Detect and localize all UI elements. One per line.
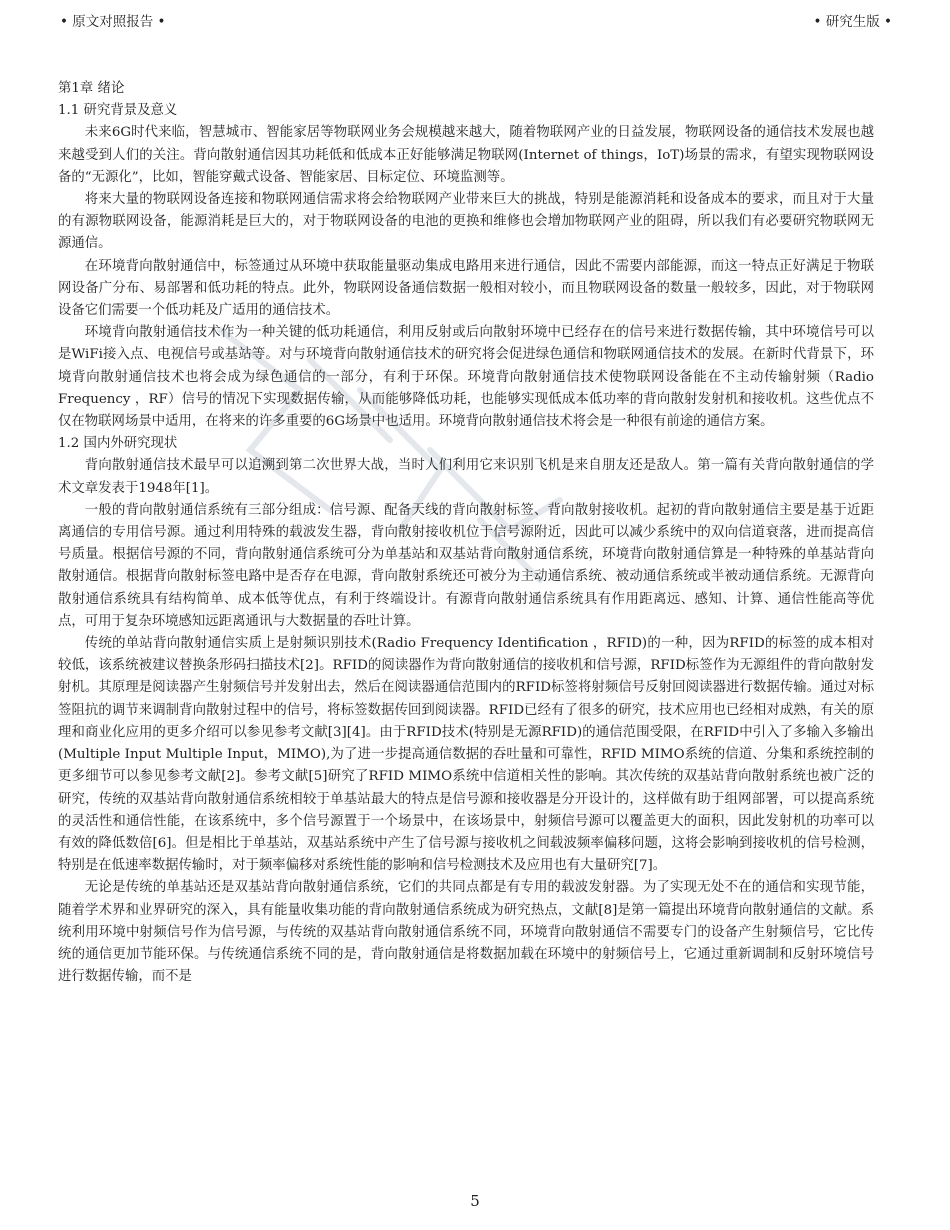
edition-label: • 研究生版 • xyxy=(813,14,892,30)
paragraph-5: 背向散射通信技术最早可以追溯到第二次世界大战，当时人们利用它来识别飞机是来自朋友还是敌人。第一篇有关背向散射通信的学术文章发表于1948年[1]。 xyxy=(58,458,874,496)
paragraph-6: 一般的背向散射通信系统有三部分组成：信号源、配备天线的背向散射标签、背向散射接收机。起初的背向散射通信主要是基于近距离通信的专用信号源。通过利用特殊的载波发生器，背向散射接收机位于信号源附近，因此可以减少系统中的双向信道衰落，进而提高信号质量。根据信号源的不同，背向散射通信系统可分为单基站和双基站背向散射通信系统，环境背向散射通信算是一种特殊的单基站背向散射通信。根据背向散射标签电路中是否存在电源，背向散射系统还可被分为主动通信系统、被动通信系统或半被动通信系统。无源背向散射通信系统具有结构简单、成本低等优点，有利于终端设计。有源背向散射通信系统具有作用距离远、感知、计算、通信性能高等优点，可用于复杂环境感知远距离通讯与大数据量的吞吐计算。 xyxy=(58,502,874,629)
paragraph-4: 环境背向散射通信技术作为一种关键的低功耗通信，利用反射或后向散射环境中已经存在的信号来进行数据传输，其中环境信号可以是WiFi接入点、电视信号或基站等。对与环境背向散射通信技术的研究将会促进绿色通信和物联网通信技术的发展。在新时代背景下，环境背向散射通信技术也将会成为绿色通信的一部分，有利于环保。环境背向散射通信技术使物联网设备能在不主动传输射频（Radio Frequency ，RF）信号的情况下实现数据传输，从而能够降低功耗，也能够实现低成本低功率的背向散射发射机和接收机。这些优点不仅在物联网场景中适用，在将来的许多重要的6G场景中也适用。环境背向散射通信技术将会是一种很有前途的通信方案。 xyxy=(58,325,874,430)
page-number: 5 xyxy=(470,1192,480,1210)
section-heading-1-2: 1.2 国内外研究现状 xyxy=(58,436,178,452)
document-body xyxy=(58,78,874,988)
paragraph-8: 无论是传统的单基站还是双基站背向散射通信系统，它们的共同点都是有专用的载波发射器。为了实现无处不在的通信和实现节能，随着学术界和业界研究的深入，具有能量收集功能的背向散射通信系统成为研究热点，文献[8]是第一篇提出环境背向散射通信的文献。系统利用环境中射频信号作为信号源，与传统的双基站背向散射通信系统不同，环境背向散射通信不需要专门的设备产生射频信号，它比传统的通信更加节能环保。与传统通信系统不同的是，背向散射通信是将数据加载在环境中的射频信号上，它通过重新调制和反射环境信号进行数据传输，而不是 xyxy=(58,880,874,985)
chapter-title: 第1章 绪论 xyxy=(58,81,125,96)
page-header xyxy=(0,10,950,32)
section-heading-1-1: 1.1 研究背景及意义 xyxy=(58,103,178,119)
paragraph-1: 未来6G时代来临，智慧城市、智能家居等物联网业务会规模越来越大，随着物联网产业的日益发展，物联网设备的通信技术发展也越来越受到人们的关注。背向散射通信因其功耗低和低成本正好能够满足物联网(Internet of things，IoT)场景的需求，有望实现物联网设备的“无源化”，比如，智能穿戴式设备、智能家居、目标定位、环境监测等。 xyxy=(58,125,874,185)
paragraph-7: 传统的单站背向散射通信实质上是射频识别技术(Radio Frequency Identification ，RFID)的一种，因为RFID的标签的成本相对较低，该系统被建议替换条形码扫描技术[2]。RFID的阅读器作为背向散射通信的接收机和信号源，RFID标签作为无源组件的背向散射发射机。其原理是阅读器产生射频信号并发射出去，然后在阅读器通信范围内的RFID标签将射频信号反射回阅读器进行数据传输。通过对标签阻抗的调节来调制背向散射过程中的信号，将标签数据传回到阅读器。RFID已经有了很多的研究，技术应用也已经相对成熟，有关的原理和商业化应用的更多介绍可以参见参考文献[3][4]。由于RFID技术(特别是无源RFID)的通信范围受限，在RFID中引入了多输入多输出(Multiple Input Multiple Input，MIMO),为了进一步提高通信数据的吞吐量和可靠性，RFID MIMO系统的信道、分集和系统控制的更多细节可以参见参考文献[2]。参考文献[5]研究了RFID MIMO系统中信道相关性的影响。其次传统的双基站背向散射系统也被广泛的研究，传统的双基站背向散射通信系统相较于单基站最大的特点是信号源和接收器是分开设计的，这样做有助于组网部署，可以提高系统的灵活性和通信性能，在该系统中，多个信号源置于一个场景中，在该场景中，射频信号源可以覆盖更大的面积，因此发射机的功率可以有效的降低数倍[6]。但是相比于单基站，双基站系统中产生了信号源与接收机之间载波频率偏移问题，这将会影响到接收机的信号检测，特别是在低速率数据传输时，对于频率偏移对系统性能的影响和信号检测技术及应用也有大量研究[7]。 xyxy=(58,636,874,874)
report-type-label: • 原文对照报告 • xyxy=(60,14,166,30)
paragraph-3: 在环境背向散射通信中，标签通过从环境中获取能量驱动集成电路用来进行通信，因此不需要内部能源，而这一特点正好满足于物联网设备广分布、易部署和低功耗的特点。此外，物联网设备通信数据一般相对较小，而且物联网设备的数量一般较多，因此，对于物联网设备它们需要一个低功耗及广适用的通信技术。 xyxy=(58,258,874,319)
paragraph-2: 将来大量的物联网设备连接和物联网通信需求将会给物联网产业带来巨大的挑战，特别是能源消耗和设备成本的要求，而且对于大量的有源物联网设备，能源消耗是巨大的，对于物联网设备的电池的更换和维修也会增加物联网产业的阻碍，所以我们有必要研究物联网无源通信。 xyxy=(58,192,874,252)
